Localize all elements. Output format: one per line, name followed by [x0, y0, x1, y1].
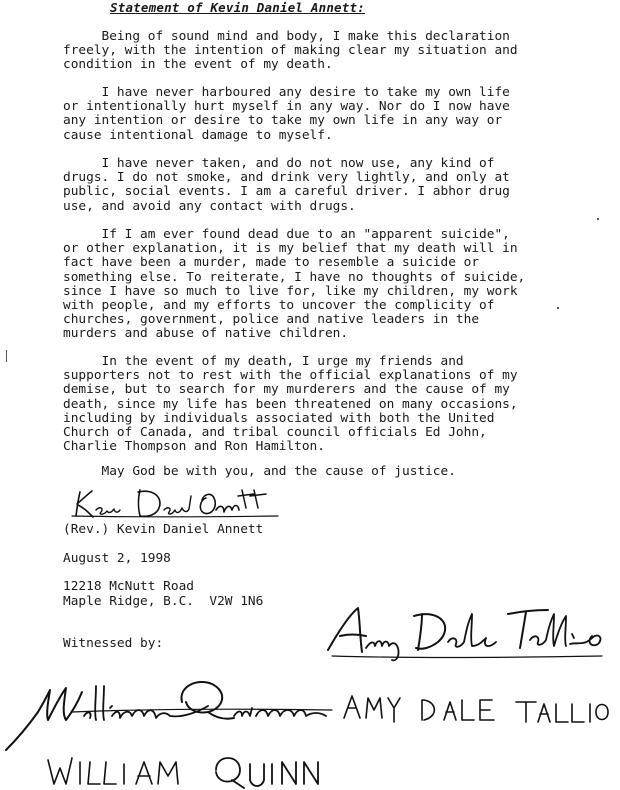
paragraph-request: In the event of my death, I urge my friends and supporters not to rest with the official explanations of my demise, but to search for my murderers and the cause of my death, since my life has been threatened on many occasions, including by individuals associated with both the United Church of Canada, and tribal council officials Ed John, Charlie Thompson and Ron Hamilton. [63, 354, 518, 455]
kevin-annett-signature [68, 486, 288, 524]
amy-dale-tallio-signature [322, 602, 612, 664]
address-city: Maple Ridge, B.C. V2W 1N6 [63, 594, 264, 609]
signatory-name: (Rev.) Kevin Daniel Annett [63, 522, 264, 537]
scan-mark [6, 350, 7, 362]
scan-speck [557, 307, 559, 309]
amy-dale-tallio-printed [340, 692, 610, 728]
document-title: Statement of Kevin Daniel Annett: [110, 0, 365, 15]
paragraph-suspicion: If I am ever found dead due to an "apparent suicide", or other explanation, it is my belief that my death will in fact have been a murder, made to resemble a suicide or something else. To reiterate, I have no thoughts of suicide, since I have so much to live for, like my children, my work with people, and my efforts to uncover the complicity of churches, government, police and native leaders in the murders and abuse of native children. [63, 227, 526, 342]
paragraph-no-drugs: I have never taken, and do not now use, any kind of drugs. I do not smoke, and drink very lightly, and only at public, social events. I am a careful driver. I abhor drug use, and avoid any contact with drugs. [63, 156, 510, 214]
william-quinn-signature [2, 672, 342, 752]
william-quinn-printed [40, 748, 330, 790]
witnessed-label: Witnessed by: [63, 636, 164, 651]
scan-speck [597, 218, 599, 220]
statement-date: August 2, 1998 [63, 551, 171, 566]
paragraph-no-self-harm: I have never harboured any desire to take my own life or intentionally hurt myself in any way. Nor do I now have any intention or desire to take my own life in any way or cause intentional damage to myself. [63, 85, 510, 143]
address-street: 12218 McNutt Road [63, 579, 194, 594]
paragraph-declaration: Being of sound mind and body, I make this declaration freely, with the intention of making clear my situation and condition in the event of my death. [63, 29, 518, 73]
closing-line: May God be with you, and the cause of justice. [63, 464, 456, 479]
